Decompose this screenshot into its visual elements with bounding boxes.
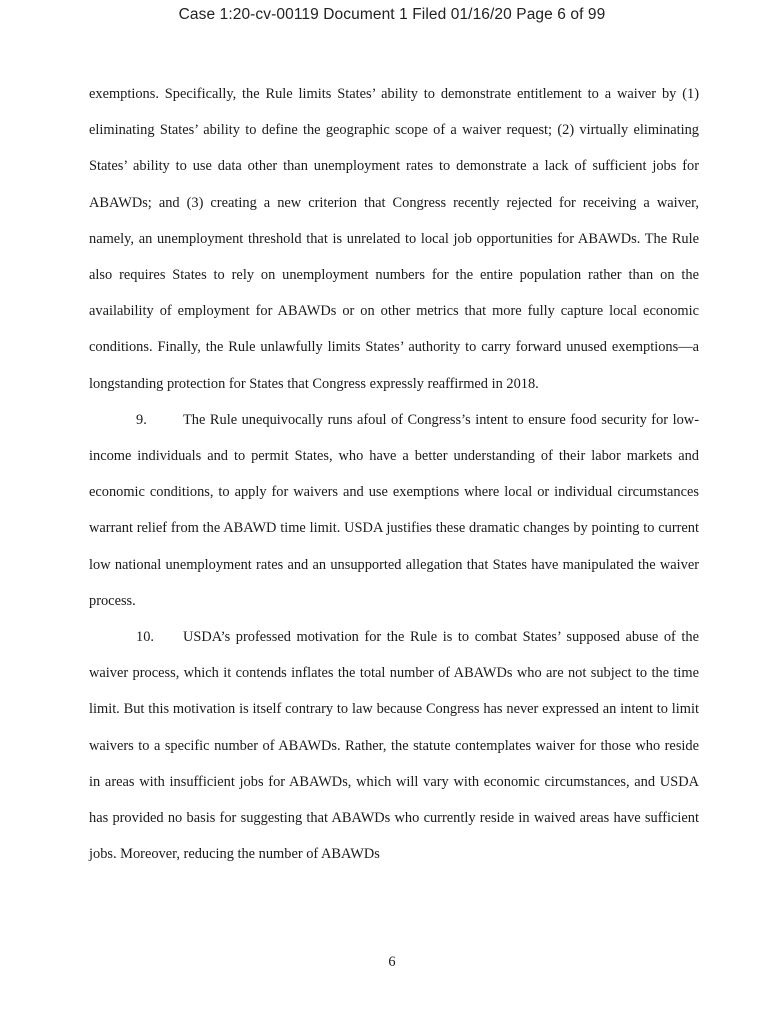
paragraph-9 (89, 402, 699, 619)
paragraph-continued: exemptions. Specifically, the Rule limits States’ ability to demonstrate entitlement to a waiver by (1) eliminating States’ ability to define the geographic scope of a waiver request; (2) virtually eliminating States’ ability to use data other than unemployment rates to demonstrate a lack of sufficient jobs for ABAWDs; and (3) creating a new criterion that Congress recently rejected for receiving a waiver, namely, an unemployment threshold that is unrelated to local job opportunities for ABAWDs. The Rule also requires States to rely on unemployment numbers for the entire population rather than on the availability of employment for ABAWDs or on other metrics that more fully capture local economic conditions. Finally, the Rule unlawfully limits States’ authority to carry forward unused exemptions—a longstanding protection for States that Congress expressly reaffirmed in 2018. (89, 86, 699, 392)
page-number: 6 (388, 954, 396, 970)
paragraph-text: The Rule unequivocally runs afoul of Congress’s intent to ensure food security for low-income individuals and to permit States, who have a better understanding of their labor markets and economic conditions, to apply for waivers and use exemptions where local or individual circumstances warrant relief from the ABAWD time limit. USDA justifies these dramatic changes by pointing to current low national unemployment rates and an unsupported allegation that States have manipulated the waiver process. (89, 411, 699, 609)
paragraph-text: USDA’s professed motivation for the Rule is to combat States’ supposed abuse of the waiver process, which it contends inflates the total number of ABAWDs who are not subject to the time limit. But this motivation is itself contrary to law because Congress has never expressed an intent to limit waivers to a specific number of ABAWDs. Rather, the statute contemplates waiver for those who reside in areas with insufficient jobs for ABAWDs, which will vary with economic circumstances, and USDA has provided no basis for suggesting that ABAWDs who currently reside in waived areas have sufficient jobs. Moreover, reducing the number of ABAWDs (89, 629, 699, 863)
case-header: Case 1:20-cv-00119 Document 1 Filed 01/16/20 Page 6 of 99 (178, 6, 606, 23)
paragraph-10 (89, 619, 699, 872)
document-body (89, 76, 699, 872)
paragraph-number: 10. (136, 629, 154, 646)
paragraph-number: 9. (136, 411, 147, 428)
